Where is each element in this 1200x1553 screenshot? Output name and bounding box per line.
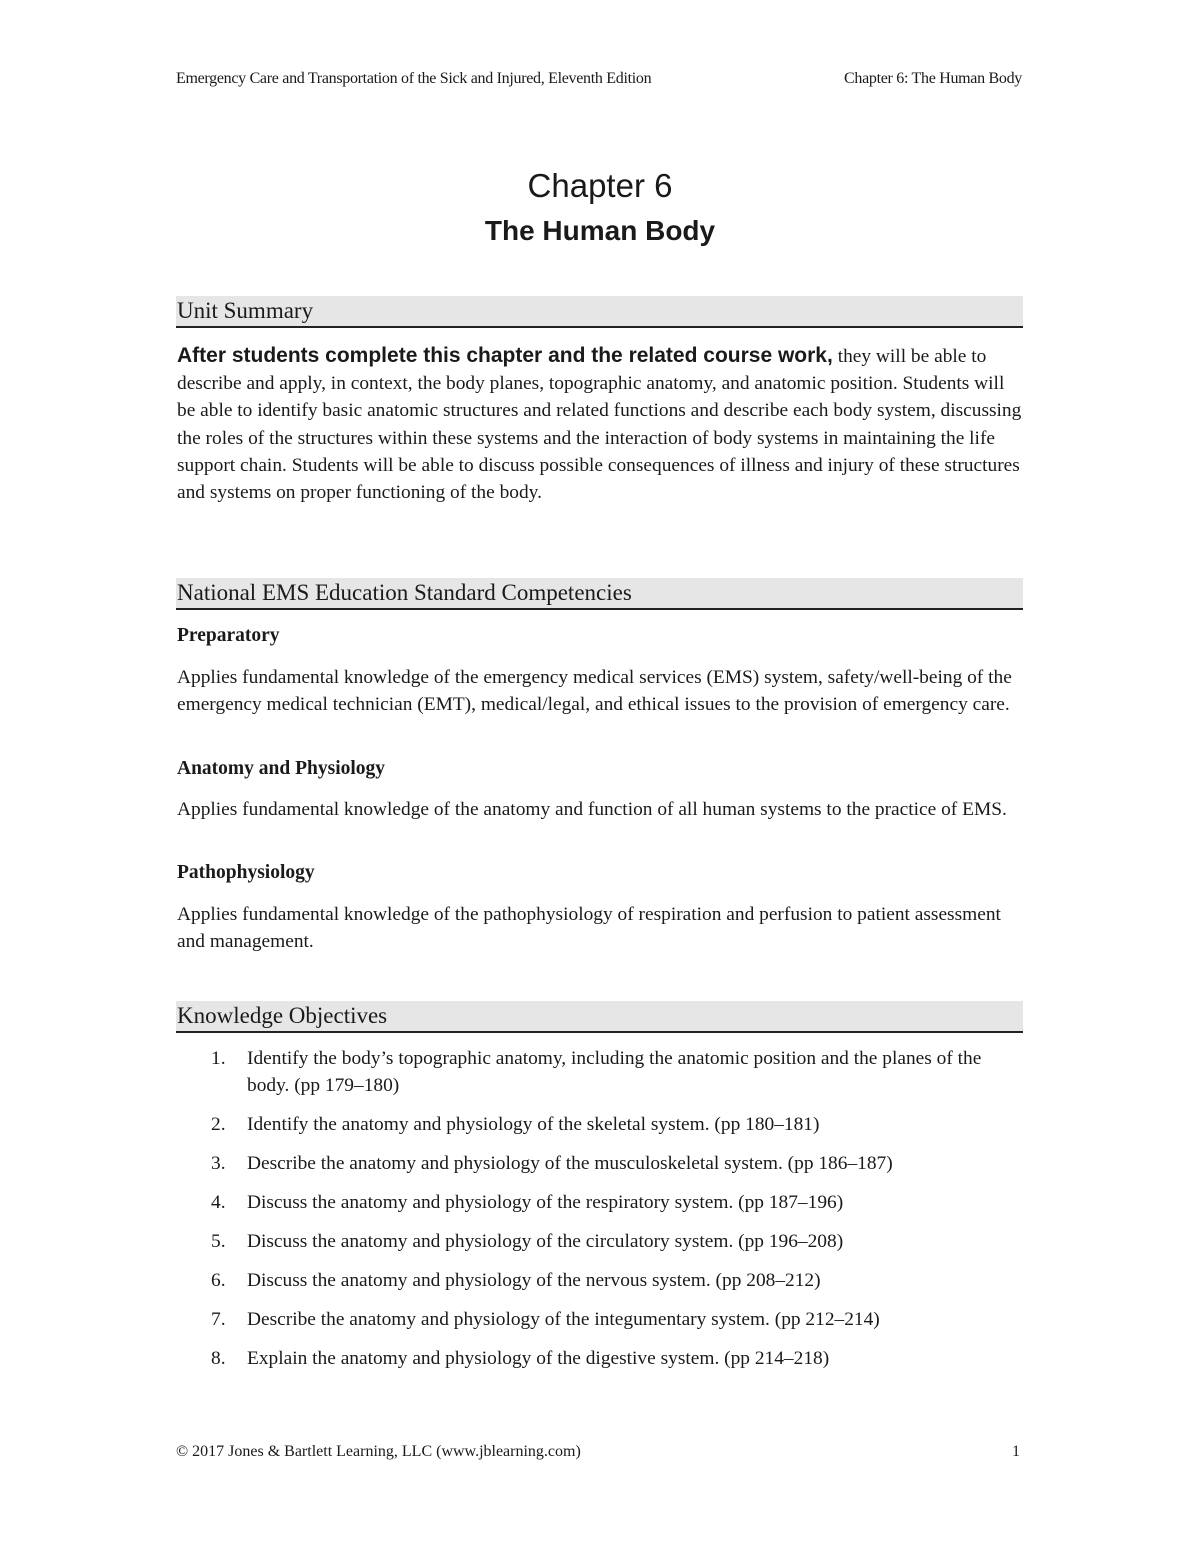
item-text: Explain the anatomy and physiology of the digestive system. (pp 214–218) — [247, 1348, 830, 1370]
list-item — [177, 1307, 1023, 1334]
item-text: Identify the body’s topographic anatomy, including the anatomic position and the planes of the body. (pp 179–180) — [247, 1048, 982, 1096]
item-number: 3. — [211, 1152, 226, 1174]
book-title: Emergency Care and Transportation of the Sick and Injured, Eleventh Edition — [176, 70, 652, 87]
title-block — [0, 163, 1200, 253]
anatomy-text: Applies fundamental knowledge of the anatomy and function of all human systems to the practice of EMS. — [177, 799, 1007, 820]
running-header — [176, 70, 1022, 94]
preparatory-heading: Preparatory — [177, 625, 280, 646]
copyright-notice: © 2017 Jones & Bartlett Learning, LLC (www.jblearning.com) — [176, 1443, 581, 1460]
item-number: 8. — [211, 1348, 226, 1370]
section-heading-knowledge-objectives — [176, 1001, 1023, 1033]
list-item — [177, 1046, 1023, 1099]
chapter-title: Chapter 6 — [527, 167, 673, 204]
section-heading-text: National EMS Education Standard Competencies — [177, 580, 632, 605]
unit-summary-body: they will be able to describe and apply, in context, the body planes, topographic anatomy, and anatomic position. Students will be able to identify basic anatomic structures and related functions and describe each body system, discussing the roles of the structures within these systems and the interaction of body systems in maintaining the life support chain. Students will be able to discuss possible consequences of illness and injury of these structures and systems on proper functioning of the body. — [177, 346, 1022, 504]
item-text: Describe the anatomy and physiology of the musculoskeletal system. (pp 186–187) — [247, 1152, 893, 1174]
item-number: 7. — [211, 1309, 226, 1331]
list-item — [177, 1112, 1023, 1139]
page-number: 1 — [1012, 1443, 1020, 1460]
section-heading-text: Unit Summary — [177, 298, 314, 323]
item-text: Describe the anatomy and physiology of the integumentary system. (pp 212–214) — [247, 1309, 880, 1331]
item-number: 2. — [211, 1113, 226, 1135]
pathophysiology-heading: Pathophysiology — [177, 862, 315, 883]
list-item — [177, 1229, 1023, 1256]
item-number: 5. — [211, 1230, 226, 1252]
unit-summary-lead: After students complete this chapter and the related course work, — [177, 344, 833, 367]
list-item — [177, 1190, 1023, 1217]
pathophysiology-text: Applies fundamental knowledge of the pathophysiology of respiration and perfusion to patient assessment and management. — [177, 904, 1001, 953]
item-number: 4. — [211, 1191, 226, 1213]
section-heading-competencies — [176, 578, 1023, 610]
item-text: Identify the anatomy and physiology of the skeletal system. (pp 180–181) — [247, 1113, 820, 1135]
list-item — [177, 1151, 1023, 1178]
section-heading-text: Knowledge Objectives — [177, 1003, 388, 1028]
unit-summary-paragraph — [177, 342, 1022, 506]
section-heading-unit-summary — [176, 296, 1023, 328]
preparatory-text: Applies fundamental knowledge of the emergency medical services (EMS) system, safety/well-being of the emergency medical technician (EMT), medical/legal, and ethical issues to the provision of emergency care. — [177, 667, 1012, 716]
list-item — [177, 1346, 1023, 1373]
chapter-reference: Chapter 6: The Human Body — [844, 70, 1022, 87]
item-number: 1. — [211, 1048, 226, 1069]
item-text: Discuss the anatomy and physiology of the nervous system. (pp 208–212) — [247, 1269, 821, 1291]
page-footer — [176, 1443, 1022, 1461]
item-text: Discuss the anatomy and physiology of the circulatory system. (pp 196–208) — [247, 1230, 844, 1252]
list-item — [177, 1268, 1023, 1295]
knowledge-objectives-list — [177, 1046, 1023, 1385]
chapter-subtitle: The Human Body — [484, 215, 716, 246]
item-number: 6. — [211, 1269, 226, 1291]
item-text: Discuss the anatomy and physiology of the respiratory system. (pp 187–196) — [247, 1191, 844, 1213]
anatomy-heading: Anatomy and Physiology — [177, 758, 386, 779]
